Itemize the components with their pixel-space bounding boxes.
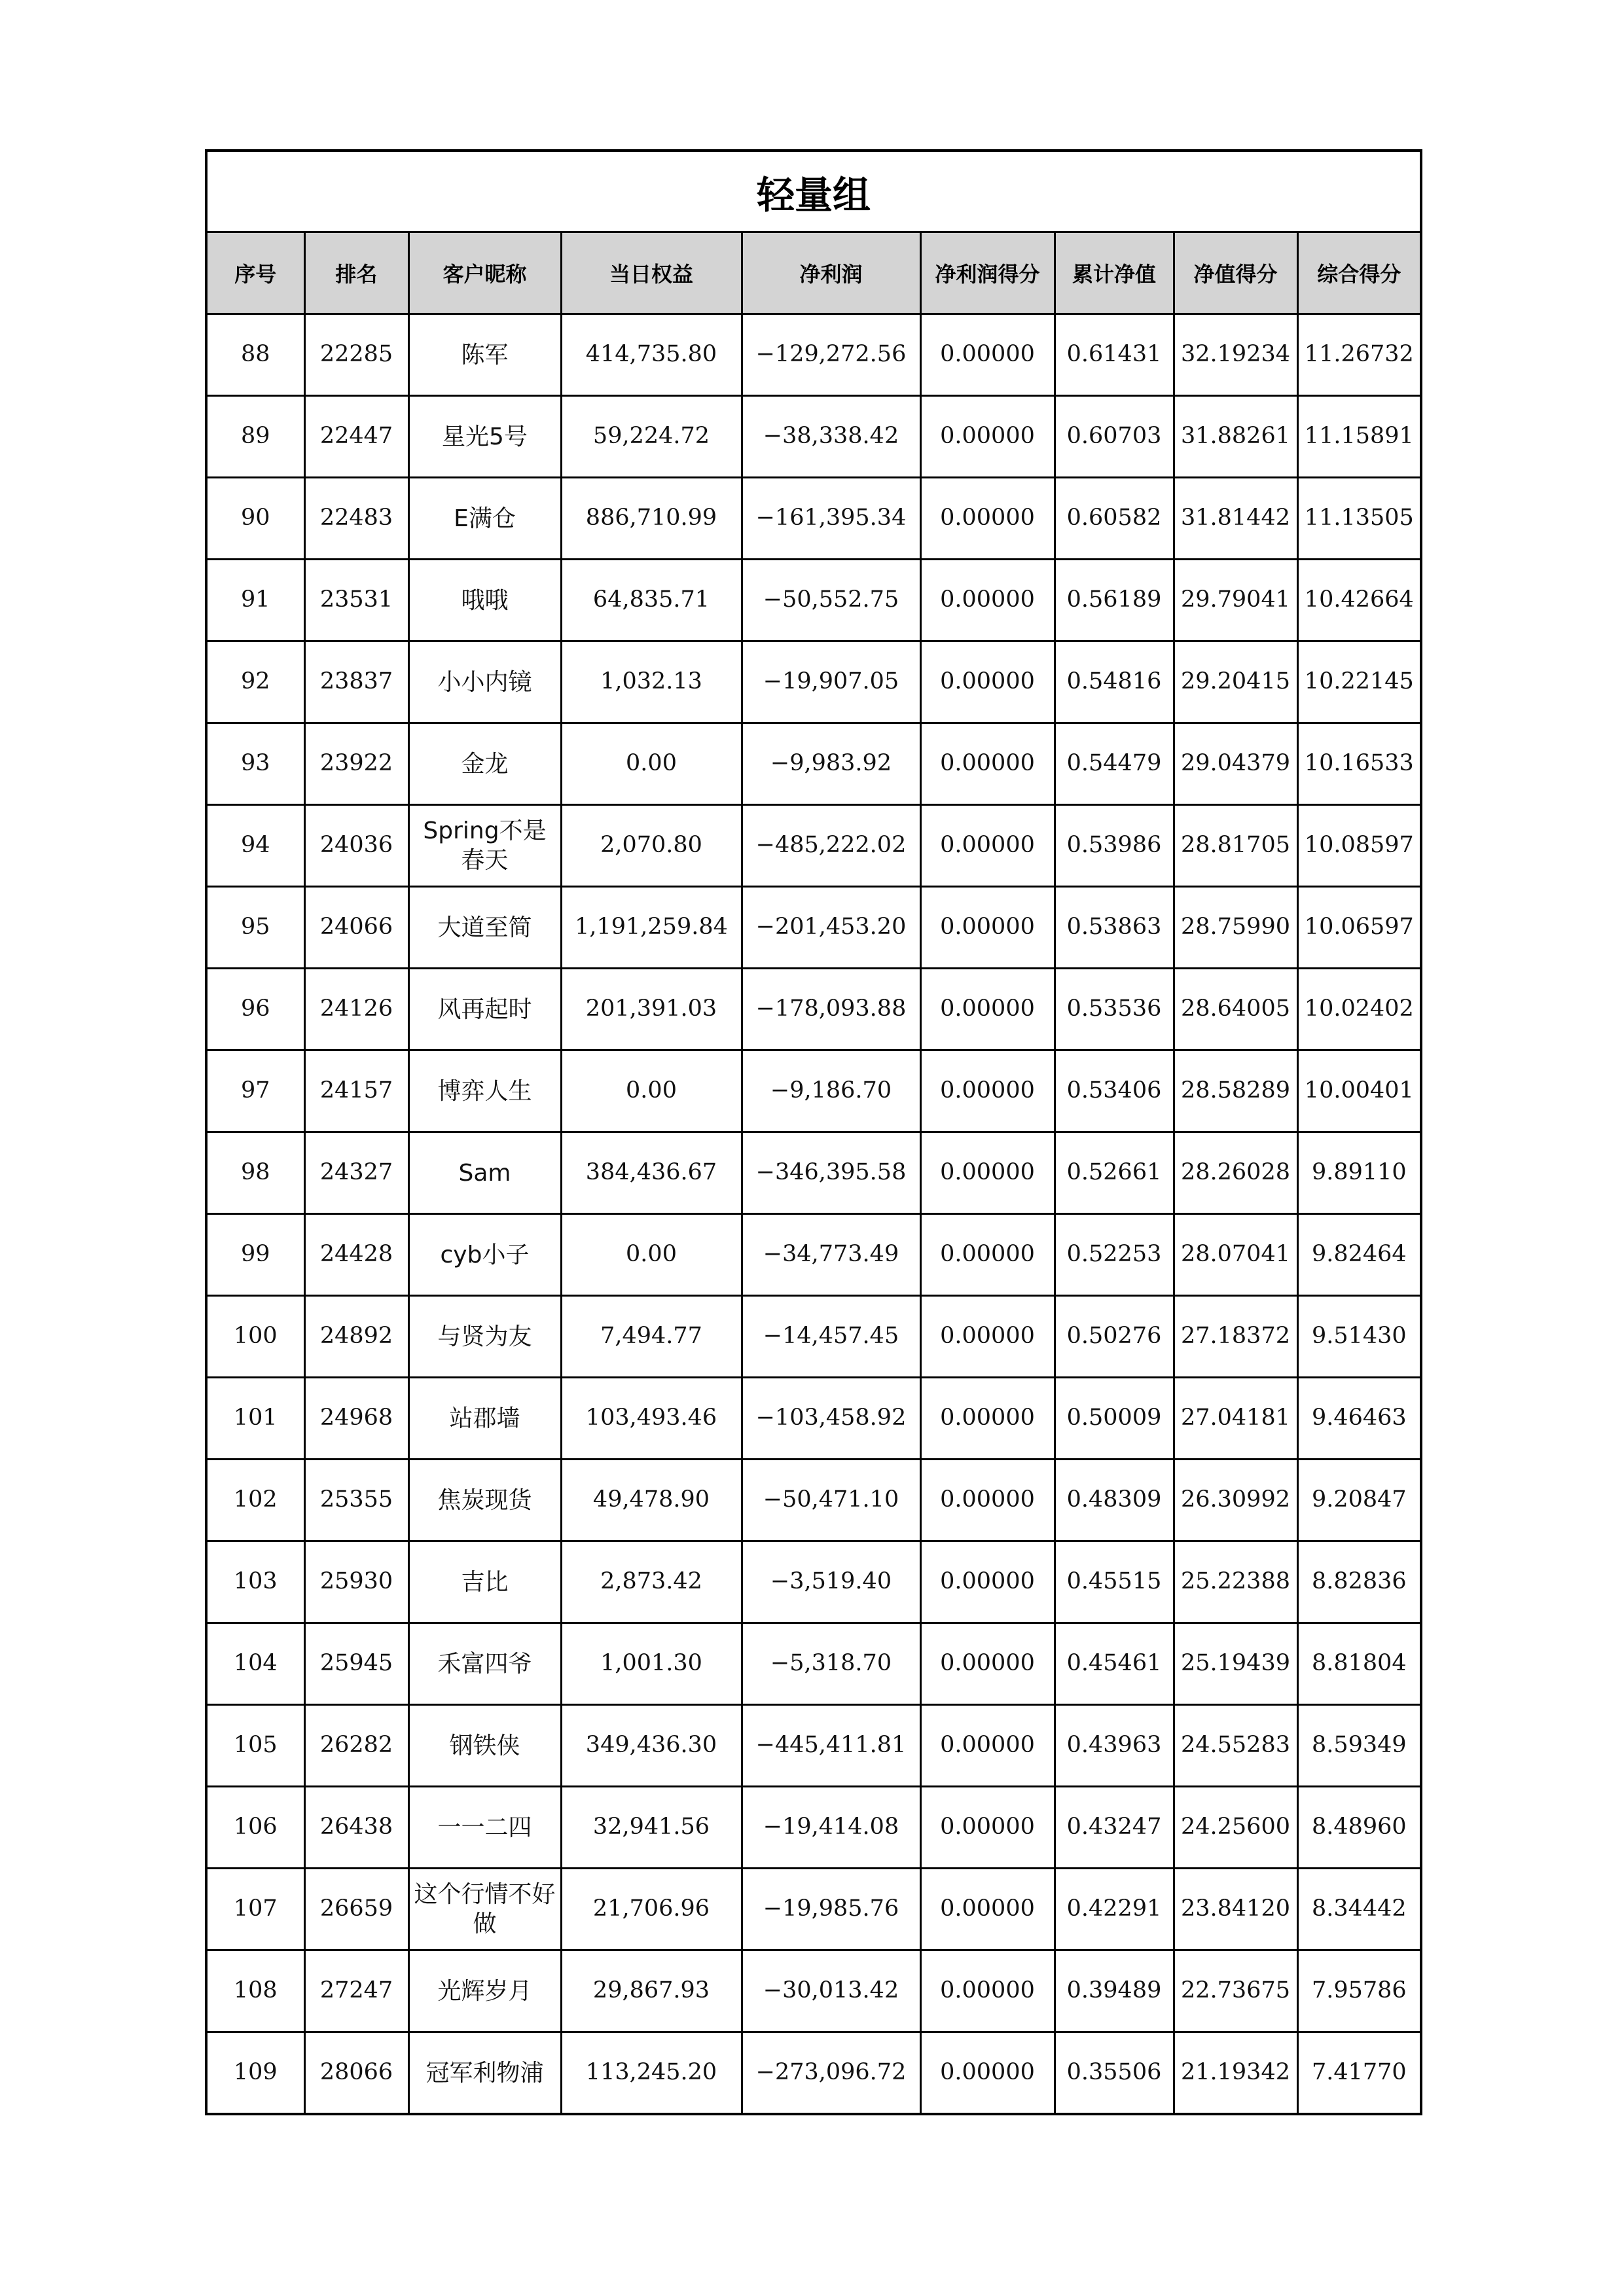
rank-cell: 23922	[304, 723, 408, 805]
index-cell: 96	[206, 969, 304, 1050]
index-cell: 91	[206, 560, 304, 641]
cumulative-nav-cell: 0.35506	[1055, 2032, 1174, 2115]
nav-score-cell: 29.79041	[1174, 560, 1297, 641]
profit-score-cell: 0.00000	[920, 2032, 1055, 2115]
column-header-equity: 当日权益	[561, 232, 742, 314]
profit-score-cell: 0.00000	[920, 560, 1055, 641]
column-header-nav-score: 净值得分	[1174, 232, 1297, 314]
cumulative-nav-cell: 0.42291	[1055, 1869, 1174, 1950]
profit-score-cell: 0.00000	[920, 478, 1055, 560]
nickname-cell: cyb小子	[408, 1214, 561, 1296]
index-cell: 99	[206, 1214, 304, 1296]
index-cell: 92	[206, 641, 304, 723]
cumulative-nav-cell: 0.53986	[1055, 805, 1174, 887]
index-cell: 89	[206, 396, 304, 478]
table-row	[206, 314, 1421, 396]
cumulative-nav-cell: 0.61431	[1055, 314, 1174, 396]
total-score-cell: 8.82836	[1297, 1541, 1421, 1623]
total-score-cell: 10.22145	[1297, 641, 1421, 723]
net-profit-cell: −3,519.40	[742, 1541, 920, 1623]
table-row	[206, 478, 1421, 560]
total-score-cell: 8.34442	[1297, 1869, 1421, 1950]
net-profit-cell: −19,907.05	[742, 641, 920, 723]
index-cell: 102	[206, 1460, 304, 1541]
equity-cell: 7,494.77	[561, 1296, 742, 1378]
index-cell: 101	[206, 1378, 304, 1460]
total-score-cell: 9.20847	[1297, 1460, 1421, 1541]
cumulative-nav-cell: 0.48309	[1055, 1460, 1174, 1541]
nickname-cell: 与贤为友	[408, 1296, 561, 1378]
profit-score-cell: 0.00000	[920, 396, 1055, 478]
nickname-cell: 光辉岁月	[408, 1950, 561, 2032]
nickname-cell: 小小内镜	[408, 641, 561, 723]
net-profit-cell: −103,458.92	[742, 1378, 920, 1460]
column-header-cumulative-nav: 累计净值	[1055, 232, 1174, 314]
index-cell: 104	[206, 1623, 304, 1705]
index-cell: 108	[206, 1950, 304, 2032]
profit-score-cell: 0.00000	[920, 1460, 1055, 1541]
table-row	[206, 641, 1421, 723]
nav-score-cell: 29.04379	[1174, 723, 1297, 805]
nickname-cell: 陈军	[408, 314, 561, 396]
total-score-cell: 11.13505	[1297, 478, 1421, 560]
equity-cell: 0.00	[561, 723, 742, 805]
equity-cell: 201,391.03	[561, 969, 742, 1050]
rank-cell: 25930	[304, 1541, 408, 1623]
cumulative-nav-cell: 0.50009	[1055, 1378, 1174, 1460]
total-score-cell: 9.89110	[1297, 1132, 1421, 1214]
rank-cell: 24066	[304, 887, 408, 969]
column-header-rank: 排名	[304, 232, 408, 314]
nav-score-cell: 32.19234	[1174, 314, 1297, 396]
net-profit-cell: −50,552.75	[742, 560, 920, 641]
nav-score-cell: 28.58289	[1174, 1050, 1297, 1132]
profit-score-cell: 0.00000	[920, 1541, 1055, 1623]
nickname-cell: 钢铁侠	[408, 1705, 561, 1787]
table-row	[206, 560, 1421, 641]
rank-cell: 22285	[304, 314, 408, 396]
net-profit-cell: −485,222.02	[742, 805, 920, 887]
nickname-cell: 大道至简	[408, 887, 561, 969]
net-profit-cell: −34,773.49	[742, 1214, 920, 1296]
cumulative-nav-cell: 0.39489	[1055, 1950, 1174, 2032]
column-header-profit-score: 净利润得分	[920, 232, 1055, 314]
profit-score-cell: 0.00000	[920, 1787, 1055, 1869]
profit-score-cell: 0.00000	[920, 1950, 1055, 2032]
equity-cell: 0.00	[561, 1214, 742, 1296]
profit-score-cell: 0.00000	[920, 1132, 1055, 1214]
total-score-cell: 10.06597	[1297, 887, 1421, 969]
nav-score-cell: 27.04181	[1174, 1378, 1297, 1460]
nickname-cell: 吉比	[408, 1541, 561, 1623]
nickname-cell: Sam	[408, 1132, 561, 1214]
rank-cell: 25355	[304, 1460, 408, 1541]
table-row	[206, 1296, 1421, 1378]
rank-cell: 25945	[304, 1623, 408, 1705]
profit-score-cell: 0.00000	[920, 1623, 1055, 1705]
nav-score-cell: 21.19342	[1174, 2032, 1297, 2115]
total-score-cell: 8.59349	[1297, 1705, 1421, 1787]
table-row	[206, 396, 1421, 478]
equity-cell: 1,191,259.84	[561, 887, 742, 969]
profit-score-cell: 0.00000	[920, 641, 1055, 723]
total-score-cell: 10.42664	[1297, 560, 1421, 641]
rank-cell: 26282	[304, 1705, 408, 1787]
cumulative-nav-cell: 0.43963	[1055, 1705, 1174, 1787]
cumulative-nav-cell: 0.53863	[1055, 887, 1174, 969]
net-profit-cell: −178,093.88	[742, 969, 920, 1050]
total-score-cell: 9.82464	[1297, 1214, 1421, 1296]
nickname-cell: 风再起时	[408, 969, 561, 1050]
net-profit-cell: −273,096.72	[742, 2032, 920, 2115]
column-header-net-profit: 净利润	[742, 232, 920, 314]
index-cell: 106	[206, 1787, 304, 1869]
cumulative-nav-cell: 0.60582	[1055, 478, 1174, 560]
cumulative-nav-cell: 0.43247	[1055, 1787, 1174, 1869]
net-profit-cell: −30,013.42	[742, 1950, 920, 2032]
table-row	[206, 1378, 1421, 1460]
index-cell: 98	[206, 1132, 304, 1214]
profit-score-cell: 0.00000	[920, 1296, 1055, 1378]
column-header-nickname: 客户昵称	[408, 232, 561, 314]
total-score-cell: 11.15891	[1297, 396, 1421, 478]
profit-score-cell: 0.00000	[920, 1050, 1055, 1132]
cumulative-nav-cell: 0.45515	[1055, 1541, 1174, 1623]
rank-cell: 22447	[304, 396, 408, 478]
equity-cell: 0.00	[561, 1050, 742, 1132]
nav-score-cell: 26.30992	[1174, 1460, 1297, 1541]
rank-cell: 24968	[304, 1378, 408, 1460]
rank-cell: 24892	[304, 1296, 408, 1378]
total-score-cell: 7.95786	[1297, 1950, 1421, 2032]
table-title: 轻量组	[206, 151, 1421, 232]
profit-score-cell: 0.00000	[920, 1214, 1055, 1296]
nickname-cell: 站郡墙	[408, 1378, 561, 1460]
table-row	[206, 969, 1421, 1050]
index-cell: 88	[206, 314, 304, 396]
rank-cell: 23837	[304, 641, 408, 723]
nickname-cell: 哦哦	[408, 560, 561, 641]
equity-cell: 414,735.80	[561, 314, 742, 396]
equity-cell: 59,224.72	[561, 396, 742, 478]
profit-score-cell: 0.00000	[920, 1705, 1055, 1787]
rank-cell: 28066	[304, 2032, 408, 2115]
table-row	[206, 1623, 1421, 1705]
total-score-cell: 7.41770	[1297, 2032, 1421, 2115]
nav-score-cell: 24.25600	[1174, 1787, 1297, 1869]
nickname-cell: 星光5号	[408, 396, 561, 478]
cumulative-nav-cell: 0.50276	[1055, 1296, 1174, 1378]
nav-score-cell: 28.07041	[1174, 1214, 1297, 1296]
net-profit-cell: −129,272.56	[742, 314, 920, 396]
cumulative-nav-cell: 0.53536	[1055, 969, 1174, 1050]
nav-score-cell: 25.19439	[1174, 1623, 1297, 1705]
rank-cell: 22483	[304, 478, 408, 560]
net-profit-cell: −14,457.45	[742, 1296, 920, 1378]
cumulative-nav-cell: 0.53406	[1055, 1050, 1174, 1132]
equity-cell: 103,493.46	[561, 1378, 742, 1460]
nickname-cell: E满仓	[408, 478, 561, 560]
total-score-cell: 9.51430	[1297, 1296, 1421, 1378]
net-profit-cell: −201,453.20	[742, 887, 920, 969]
nickname-cell: 一一二四	[408, 1787, 561, 1869]
cumulative-nav-cell: 0.60703	[1055, 396, 1174, 478]
net-profit-cell: −50,471.10	[742, 1460, 920, 1541]
total-score-cell: 11.26732	[1297, 314, 1421, 396]
total-score-cell: 8.81804	[1297, 1623, 1421, 1705]
profit-score-cell: 0.00000	[920, 1378, 1055, 1460]
cumulative-nav-cell: 0.45461	[1055, 1623, 1174, 1705]
nickname-cell: 冠军利物浦	[408, 2032, 561, 2115]
nav-score-cell: 24.55283	[1174, 1705, 1297, 1787]
table-row	[206, 1050, 1421, 1132]
net-profit-cell: −5,318.70	[742, 1623, 920, 1705]
table-row	[206, 1869, 1421, 1950]
cumulative-nav-cell: 0.54479	[1055, 723, 1174, 805]
cumulative-nav-cell: 0.54816	[1055, 641, 1174, 723]
equity-cell: 2,873.42	[561, 1541, 742, 1623]
rank-cell: 24327	[304, 1132, 408, 1214]
index-cell: 103	[206, 1541, 304, 1623]
table-row	[206, 723, 1421, 805]
table-row	[206, 1214, 1421, 1296]
index-cell: 109	[206, 2032, 304, 2115]
total-score-cell: 10.00401	[1297, 1050, 1421, 1132]
equity-cell: 2,070.80	[561, 805, 742, 887]
column-header-index: 序号	[206, 232, 304, 314]
rank-cell: 24157	[304, 1050, 408, 1132]
equity-cell: 886,710.99	[561, 478, 742, 560]
cumulative-nav-cell: 0.52661	[1055, 1132, 1174, 1214]
nickname-cell: 这个行情不好做	[408, 1869, 561, 1950]
equity-cell: 32,941.56	[561, 1787, 742, 1869]
nickname-cell: 焦炭现货	[408, 1460, 561, 1541]
equity-cell: 21,706.96	[561, 1869, 742, 1950]
rank-cell: 24428	[304, 1214, 408, 1296]
nav-score-cell: 28.26028	[1174, 1132, 1297, 1214]
nickname-cell: Spring不是春天	[408, 805, 561, 887]
equity-cell: 64,835.71	[561, 560, 742, 641]
table-row	[206, 1787, 1421, 1869]
equity-cell: 1,032.13	[561, 641, 742, 723]
net-profit-cell: −9,186.70	[742, 1050, 920, 1132]
nickname-cell: 金龙	[408, 723, 561, 805]
index-cell: 97	[206, 1050, 304, 1132]
index-cell: 93	[206, 723, 304, 805]
index-cell: 94	[206, 805, 304, 887]
nav-score-cell: 31.81442	[1174, 478, 1297, 560]
net-profit-cell: −445,411.81	[742, 1705, 920, 1787]
profit-score-cell: 0.00000	[920, 887, 1055, 969]
total-score-cell: 8.48960	[1297, 1787, 1421, 1869]
profit-score-cell: 0.00000	[920, 805, 1055, 887]
rank-cell: 26438	[304, 1787, 408, 1869]
table-row	[206, 887, 1421, 969]
nav-score-cell: 25.22388	[1174, 1541, 1297, 1623]
net-profit-cell: −346,395.58	[742, 1132, 920, 1214]
index-cell: 100	[206, 1296, 304, 1378]
profit-score-cell: 0.00000	[920, 314, 1055, 396]
net-profit-cell: −19,414.08	[742, 1787, 920, 1869]
nav-score-cell: 28.75990	[1174, 887, 1297, 969]
profit-score-cell: 0.00000	[920, 723, 1055, 805]
cumulative-nav-cell: 0.52253	[1055, 1214, 1174, 1296]
nav-score-cell: 29.20415	[1174, 641, 1297, 723]
net-profit-cell: −19,985.76	[742, 1869, 920, 1950]
total-score-cell: 9.46463	[1297, 1378, 1421, 1460]
rank-cell: 23531	[304, 560, 408, 641]
total-score-cell: 10.02402	[1297, 969, 1421, 1050]
column-header-total-score: 综合得分	[1297, 232, 1421, 314]
profit-score-cell: 0.00000	[920, 1869, 1055, 1950]
nav-score-cell: 23.84120	[1174, 1869, 1297, 1950]
table-row	[206, 1541, 1421, 1623]
table-row	[206, 1950, 1421, 2032]
table-row	[206, 1460, 1421, 1541]
index-cell: 95	[206, 887, 304, 969]
equity-cell: 49,478.90	[561, 1460, 742, 1541]
rank-cell: 24036	[304, 805, 408, 887]
header-row	[206, 232, 1421, 314]
index-cell: 107	[206, 1869, 304, 1950]
rank-cell: 24126	[304, 969, 408, 1050]
index-cell: 105	[206, 1705, 304, 1787]
nickname-cell: 禾富四爷	[408, 1623, 561, 1705]
nav-score-cell: 28.81705	[1174, 805, 1297, 887]
equity-cell: 1,001.30	[561, 1623, 742, 1705]
equity-cell: 113,245.20	[561, 2032, 742, 2115]
nickname-cell: 博弈人生	[408, 1050, 561, 1132]
index-cell: 90	[206, 478, 304, 560]
profit-score-cell: 0.00000	[920, 969, 1055, 1050]
rank-cell: 26659	[304, 1869, 408, 1950]
ranking-table	[205, 149, 1422, 2115]
table-row	[206, 2032, 1421, 2115]
total-score-cell: 10.08597	[1297, 805, 1421, 887]
cumulative-nav-cell: 0.56189	[1055, 560, 1174, 641]
total-score-cell: 10.16533	[1297, 723, 1421, 805]
nav-score-cell: 31.88261	[1174, 396, 1297, 478]
nav-score-cell: 22.73675	[1174, 1950, 1297, 2032]
nav-score-cell: 28.64005	[1174, 969, 1297, 1050]
table-row	[206, 1705, 1421, 1787]
equity-cell: 29,867.93	[561, 1950, 742, 2032]
nav-score-cell: 27.18372	[1174, 1296, 1297, 1378]
equity-cell: 349,436.30	[561, 1705, 742, 1787]
table-row	[206, 1132, 1421, 1214]
equity-cell: 384,436.67	[561, 1132, 742, 1214]
net-profit-cell: −38,338.42	[742, 396, 920, 478]
net-profit-cell: −161,395.34	[742, 478, 920, 560]
rank-cell: 27247	[304, 1950, 408, 2032]
table-row	[206, 805, 1421, 887]
net-profit-cell: −9,983.92	[742, 723, 920, 805]
